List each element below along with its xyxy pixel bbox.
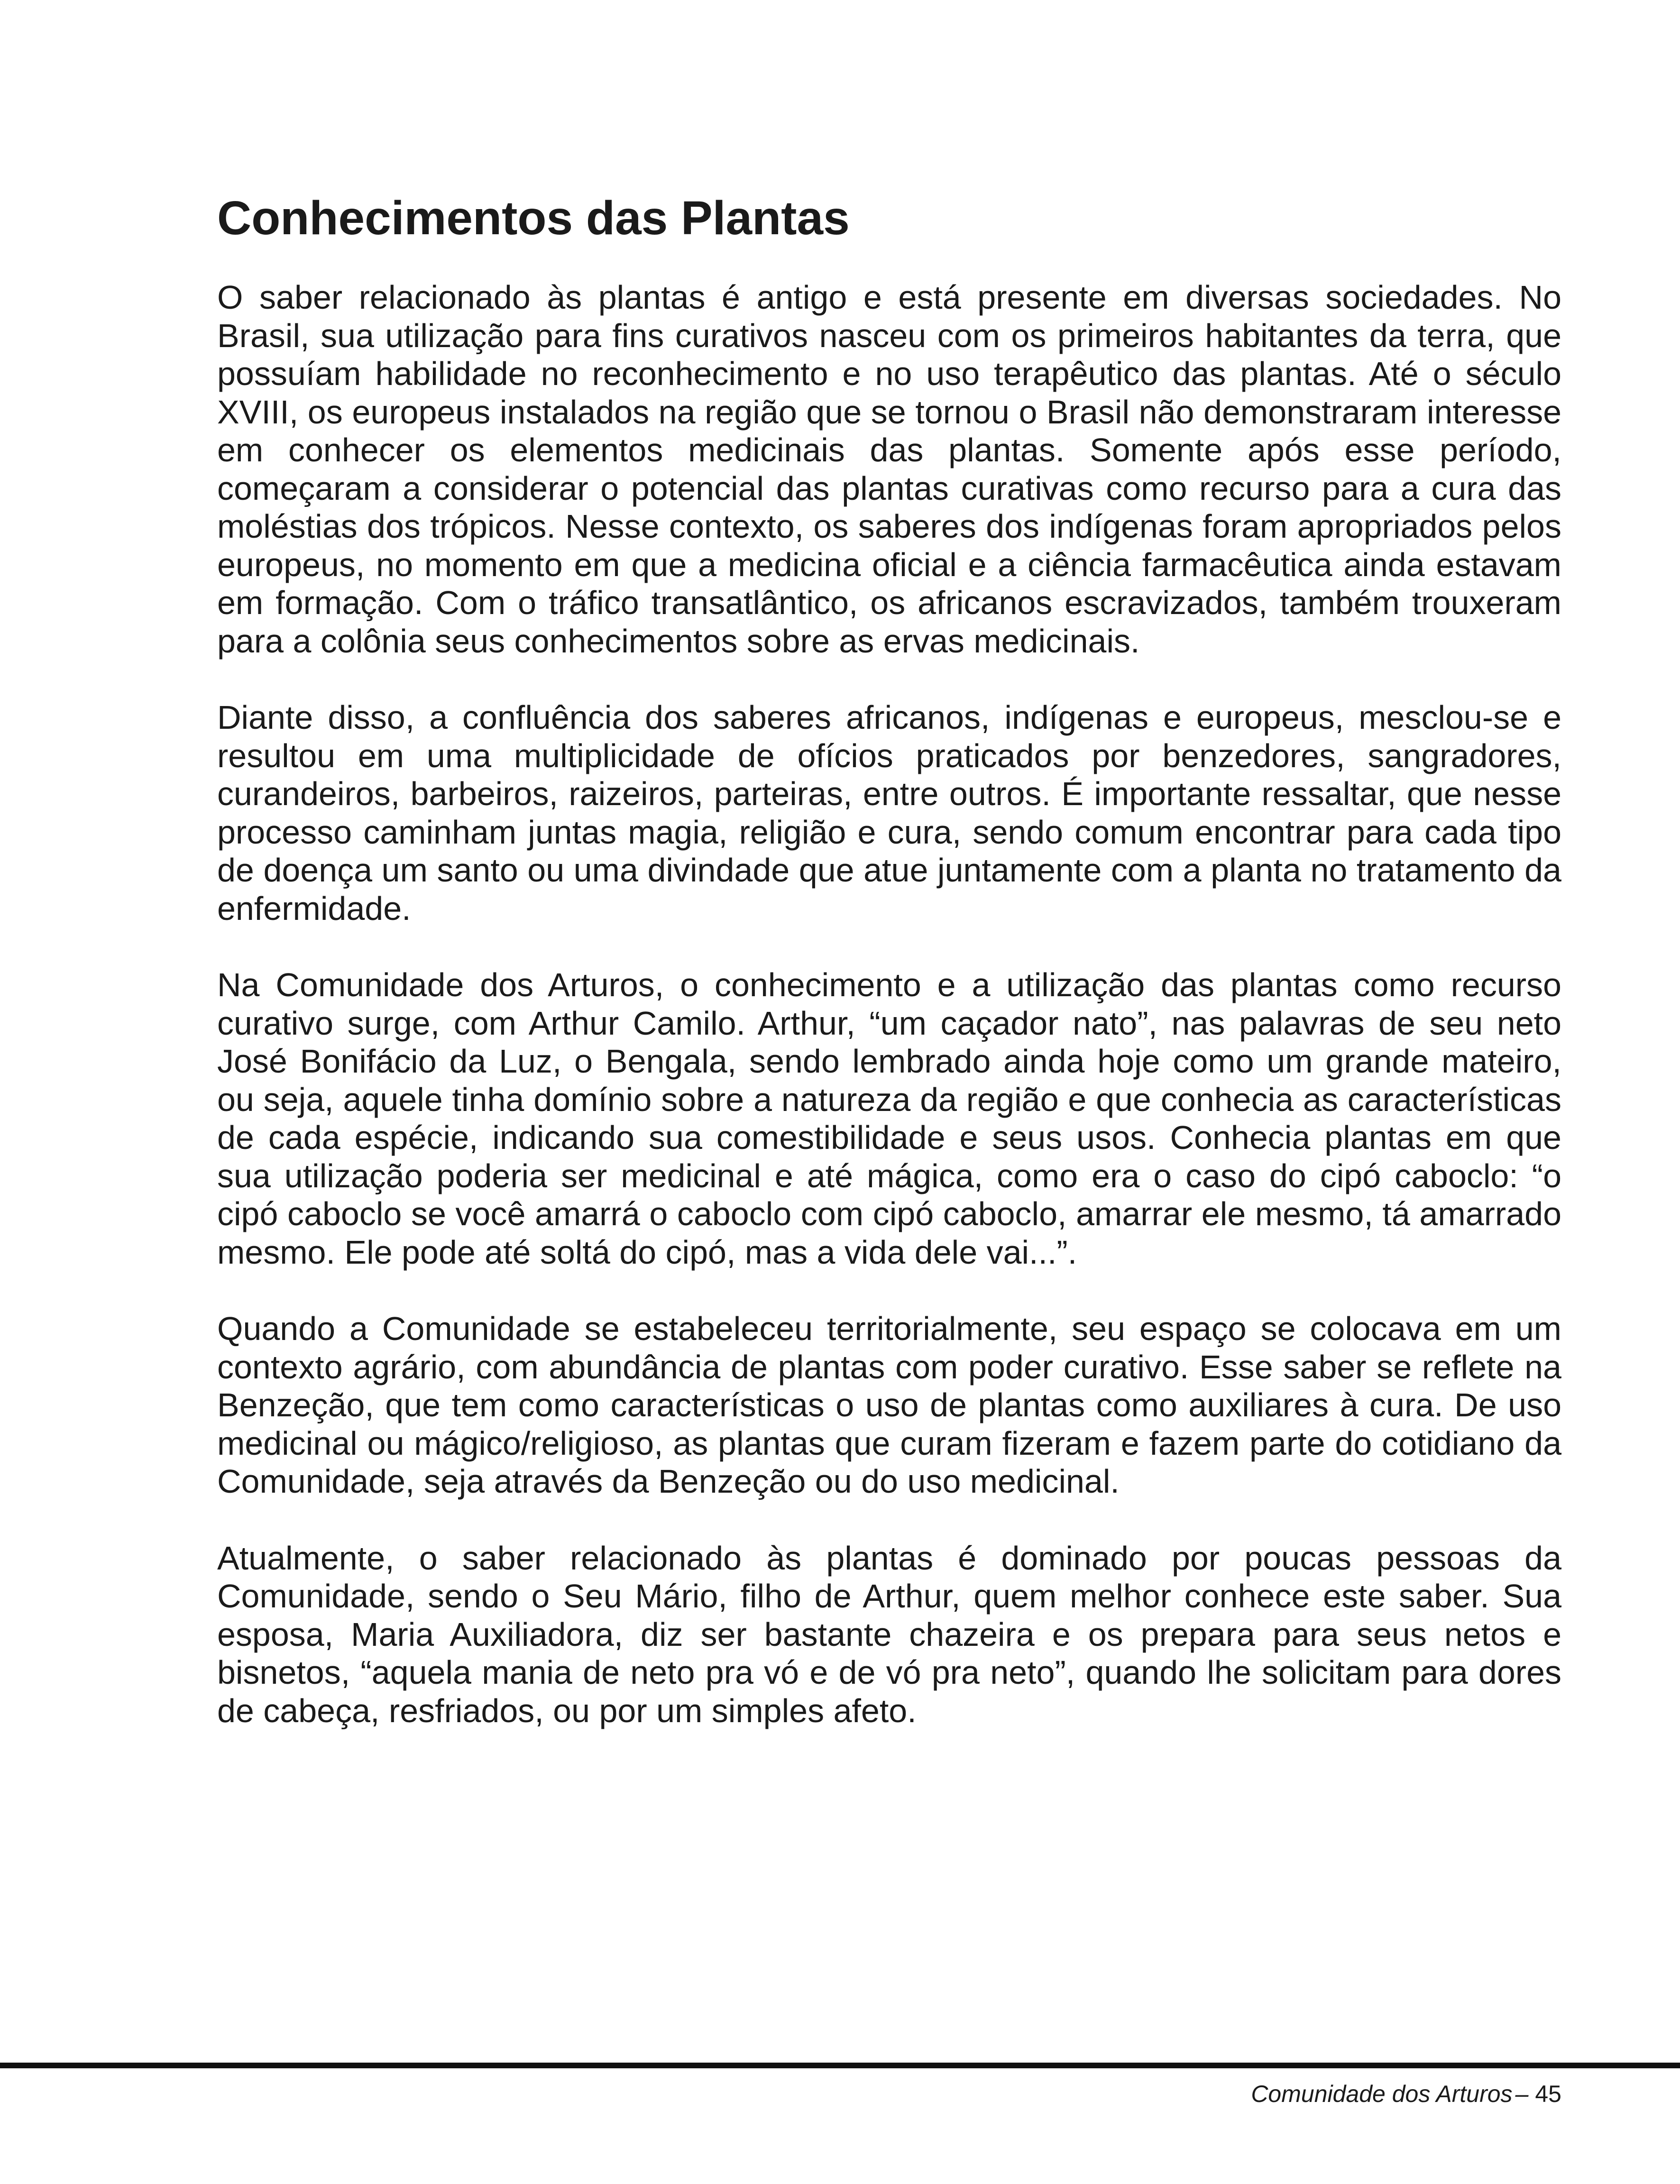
footer-divider <box>0 2063 1680 2068</box>
main-content <box>217 187 1561 1768</box>
body-paragraph-3: Na Comunidade dos Arturos, o conhecimento e a utilização das plantas como recurso curativo surge, com Arthur Camilo. Arthur, “um caçador nato”, nas palavras de seu neto José Bonifácio da Luz, o Bengala, sendo lembrado ainda hoje como um grande mateiro, ou seja, aquele tinha domínio sobre a natureza da região e que conhecia as características de cada espécie, indicando sua comestibilidade e seus usos. Conhecia plantas em que sua utilização poderia ser medicinal e até mágica, como era o caso do cipó caboclo: “o cipó caboclo se você amarrá o caboclo com cipó caboclo, amarrar ele mesmo, tá amarrado mesmo. Ele pode até soltá do cipó, mas a vida dele vai...”. <box>217 966 1561 1271</box>
page-number: 45 <box>1535 2081 1561 2107</box>
running-footer <box>1251 2080 1561 2108</box>
body-paragraph-1: O saber relacionado às plantas é antigo e está presente em diversas sociedades. No Brasil, sua utilização para fins curativos nasceu com os primeiros habitantes da terra, que possuíam habilidade no reconhecimento e no uso terapêutico das plantas. Até o século XVIII, os europeus instalados na região que se tornou o Brasil não demonstraram interesse em conhecer os elementos medicinais das plantas. Somente após esse período, começaram a considerar o potencial das plantas curativas como recurso para a cura das moléstias dos trópicos. Nesse contexto, os saberes dos indígenas foram apropriados pelos europeus, no momento em que a medicina oficial e a ciência farmacêutica ainda estavam em formação. Com o tráfico transatlântico, os africanos escravizados, também trouxeram para a colônia seus conhecimentos sobre as ervas medicinais. <box>217 279 1561 660</box>
footer-book-title: Comunidade dos Arturos <box>1251 2081 1513 2107</box>
body-paragraph-2: Diante disso, a confluência dos saberes africanos, indígenas e europeus, mesclou-se e resultou em uma multiplicidade de ofícios praticados por benzedores, sangradores, curandeiros, barbeiros, raizeiros, parteiras, entre outros. É importante ressaltar, que nesse processo caminham juntas magia, religião e cura, sendo comum encontrar para cada tipo de doença um santo ou uma divindade que atue juntamente com a planta no tratamento da enfermidade. <box>217 699 1561 927</box>
body-paragraph-5: Atualmente, o saber relacionado às plantas é dominado por poucas pessoas da Comunidade, sendo o Seu Mário, filho de Arthur, quem melhor conhece este saber. Sua esposa, Maria Auxiliadora, diz ser bastante chazeira e os prepara para seus netos e bisnetos, “aquela mania de neto pra vó e de vó pra neto”, quando lhe solicitam para dores de cabeça, resfriados, ou por um simples afeto. <box>217 1539 1561 1729</box>
footer-separator: – <box>1515 2081 1529 2107</box>
body-paragraph-4: Quando a Comunidade se estabeleceu territorialmente, seu espaço se colocava em um contexto agrário, com abundância de plantas com poder curativo. Esse saber se reflete na Benzeção, que tem como características o uso de plantas como auxiliares à cura. De uso medicinal ou mágico/religioso, as plantas que curam fizeram e fazem parte do cotidiano da Comunidade, seja através da Benzeção ou do uso medicinal. <box>217 1310 1561 1500</box>
page-title: Conhecimentos das Plantas <box>217 192 850 245</box>
